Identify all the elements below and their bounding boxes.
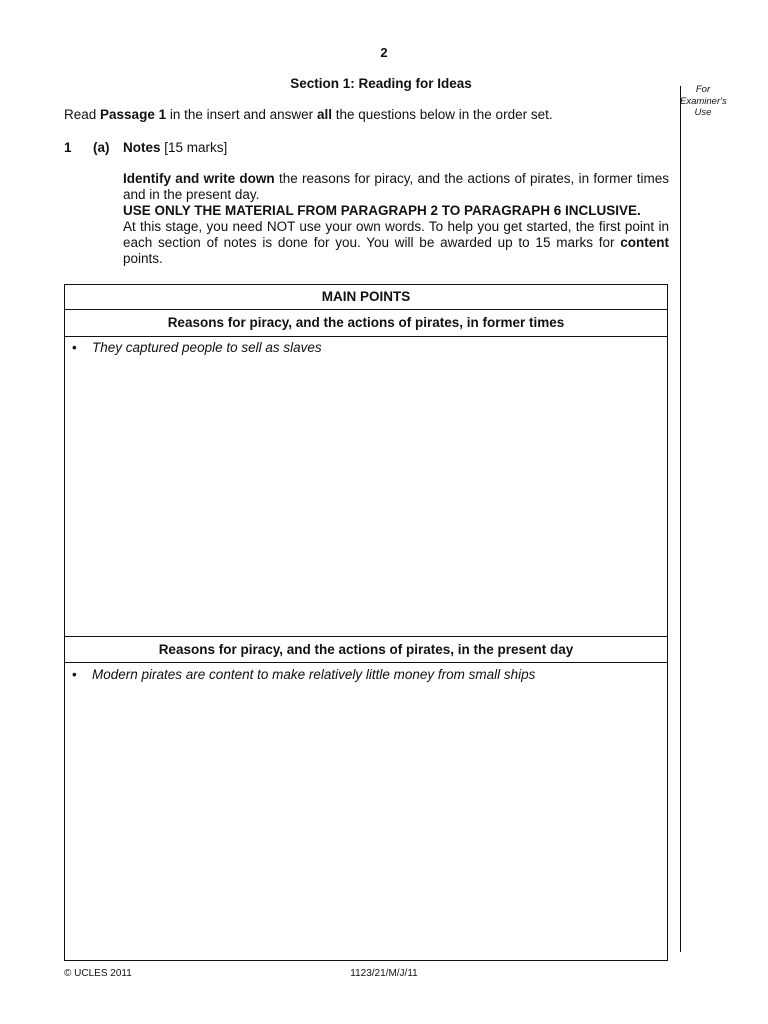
identify-instruction	[123, 171, 669, 203]
use-only-instruction: USE ONLY THE MATERIAL FROM PARAGRAPH 2 TO PARAGRAPH 6 INCLUSIVE.	[123, 203, 641, 218]
content-bold: content	[620, 235, 669, 250]
present-day-first-point	[72, 667, 535, 682]
present-point-text: Modern pirates are content to make relatively little money from small ships	[92, 667, 536, 682]
instruction-mid: in the insert and answer	[166, 107, 317, 122]
footer-paper-code: 1123/21/M/J/11	[350, 968, 418, 979]
former-times-first-point	[72, 340, 322, 355]
page-number: 2	[380, 45, 388, 60]
bullet-marker: •	[72, 340, 77, 355]
examiner-label-line-2: Examiner's	[680, 95, 727, 107]
instruction-post: the questions below in the order set.	[331, 107, 553, 122]
footer-copyright: © UCLES 2011	[64, 968, 132, 979]
instruction-passage: Passage 1	[100, 107, 167, 122]
main-points-header: MAIN POINTS	[65, 285, 667, 310]
question-marks: [15 marks]	[160, 140, 228, 155]
stage-text: At this stage, you need NOT use your own words. To help you get started, the first point in each section of notes is done for you. You will be awarded up to 15 marks for	[123, 219, 669, 250]
present-day-heading: Reasons for piracy, and the actions of pirates, in the present day	[65, 636, 667, 663]
question-number: 1	[64, 140, 72, 155]
identify-rest: the reasons for piracy, and the actions of pirates, in former times and in the present day.	[123, 171, 669, 202]
former-point-text: They captured people to sell as slaves	[92, 340, 322, 355]
examiner-margin-rule	[680, 86, 681, 952]
identify-bold: Identify and write down	[123, 171, 275, 186]
question-title-notes: Notes	[123, 140, 161, 155]
stage-instruction	[123, 219, 669, 267]
examiner-use-label	[680, 84, 726, 119]
notes-table	[64, 284, 668, 961]
question-part: (a)	[93, 140, 110, 155]
stage-end: points.	[123, 251, 163, 266]
examiner-label-line-1: For	[695, 84, 711, 95]
former-times-heading: Reasons for piracy, and the actions of pirates, in former times	[65, 310, 667, 337]
examiner-label-line-3: Use	[694, 107, 712, 118]
instruction-all: all	[316, 107, 332, 122]
instruction-text	[64, 107, 553, 122]
bullet-marker: •	[72, 667, 77, 682]
instruction-pre: Read	[64, 107, 101, 122]
section-title: Section 1: Reading for Ideas	[290, 76, 472, 91]
question-title	[123, 140, 227, 155]
question-instructions	[123, 171, 669, 267]
